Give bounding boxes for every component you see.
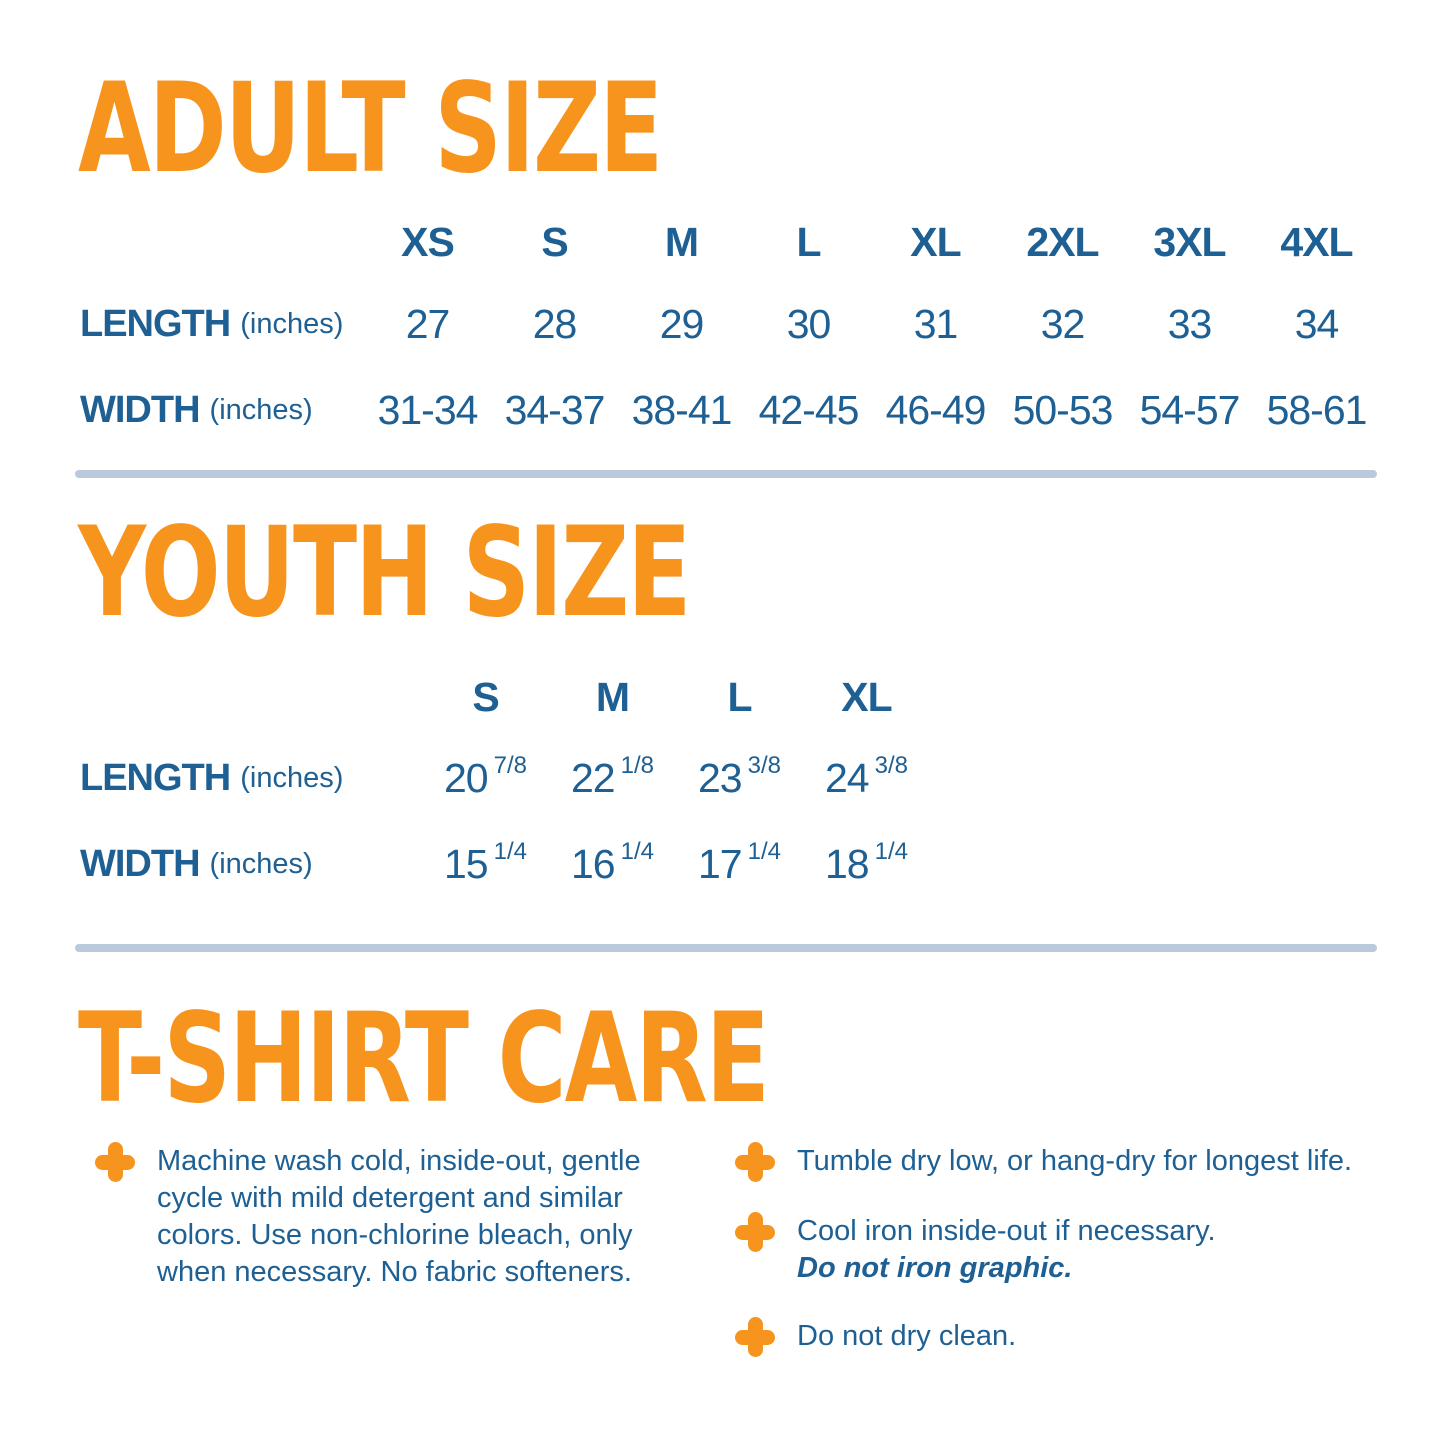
value-whole: 17 — [698, 841, 742, 887]
plus-icon — [95, 1142, 135, 1182]
care-line: Tumble dry low, or hang-dry for longest life. — [797, 1145, 1353, 1177]
row-label — [80, 822, 422, 907]
adult-size-heading: ADULT SIZE — [78, 57, 662, 202]
size-value-cell: 50-53 — [1012, 386, 1113, 433]
care-item-text — [797, 1142, 1352, 1180]
row-label-text: WIDTH — [80, 388, 200, 431]
youth-size-table — [80, 660, 930, 907]
size-value-cell: 42-45 — [758, 386, 859, 433]
value-fraction: 1/8 — [620, 751, 654, 779]
size-column-header: M — [664, 219, 699, 265]
size-value-cell — [422, 735, 549, 822]
care-item — [735, 1212, 1390, 1287]
size-column-header: S — [541, 219, 568, 265]
care-line: Do not iron graphic. — [797, 1252, 1073, 1284]
size-value-cell: 29 — [659, 300, 704, 347]
value-fraction: 7/8 — [493, 751, 527, 779]
size-value-cell — [803, 822, 930, 907]
row-unit-text: (inches) — [209, 848, 313, 880]
row-label — [80, 280, 364, 368]
care-section — [95, 1142, 1390, 1387]
care-item — [95, 1142, 735, 1291]
care-line: Cool iron inside-out if necessary. — [797, 1215, 1216, 1247]
care-line: Machine wash cold, inside-out, gentle cycle with mild detergent and similar colors. Use non-chlorine bleach, only when necessary. No fabric softeners. — [157, 1145, 641, 1288]
value-whole: 24 — [825, 755, 869, 801]
value-fraction: 1/4 — [874, 837, 908, 865]
care-column-right — [735, 1142, 1390, 1387]
care-item-text — [797, 1212, 1216, 1287]
care-heading: T-SHIRT CARE — [78, 987, 768, 1132]
row-label-text: WIDTH — [80, 843, 200, 885]
size-column-header: L — [727, 674, 752, 720]
table-corner-cell — [80, 205, 364, 280]
size-value-cell — [549, 735, 676, 822]
size-column-header: M — [595, 674, 630, 720]
size-value-cell: 33 — [1167, 300, 1212, 347]
care-item — [735, 1317, 1390, 1357]
size-value-cell: 58-61 — [1266, 386, 1367, 433]
size-value-cell: 38-41 — [631, 386, 732, 433]
plus-icon — [735, 1317, 775, 1357]
size-value-cell — [676, 735, 803, 822]
plus-icon — [735, 1142, 775, 1182]
row-unit-text: (inches) — [209, 393, 313, 426]
care-item-text — [797, 1317, 1016, 1355]
size-column-header: XL — [841, 674, 892, 720]
size-value-cell: 34 — [1294, 300, 1339, 347]
size-value-cell: 34-37 — [504, 386, 605, 433]
row-label-text: LENGTH — [80, 757, 231, 799]
size-column-header: 3XL — [1153, 219, 1226, 265]
value-whole: 18 — [825, 841, 869, 887]
row-unit-text: (inches) — [240, 762, 344, 794]
row-label-text: LENGTH — [80, 302, 231, 345]
size-value-cell — [803, 735, 930, 822]
table-corner-cell — [80, 660, 422, 735]
size-value-cell: 31 — [913, 300, 958, 347]
value-fraction: 3/8 — [874, 751, 908, 779]
value-whole: 20 — [444, 755, 488, 801]
value-fraction: 3/8 — [747, 751, 781, 779]
value-fraction: 1/4 — [620, 837, 654, 865]
section-divider — [75, 470, 1377, 478]
size-column-header: XL — [910, 219, 961, 265]
size-value-cell: 28 — [532, 300, 577, 347]
size-value-cell: 32 — [1040, 300, 1085, 347]
youth-size-heading: YOUTH SIZE — [78, 501, 690, 646]
row-label — [80, 368, 364, 452]
row-unit-text: (inches) — [240, 307, 344, 340]
care-item — [735, 1142, 1390, 1182]
value-whole: 23 — [698, 755, 742, 801]
value-whole: 22 — [571, 755, 615, 801]
size-column-header: 2XL — [1026, 219, 1099, 265]
care-item-text — [157, 1142, 667, 1291]
size-value-cell: 31-34 — [377, 386, 478, 433]
size-value-cell — [422, 822, 549, 907]
row-label — [80, 735, 422, 822]
size-value-cell: 46-49 — [885, 386, 986, 433]
size-column-header: S — [472, 674, 499, 720]
care-line: Do not dry clean. — [797, 1320, 1017, 1352]
value-whole: 15 — [444, 841, 488, 887]
size-column-header: 4XL — [1280, 219, 1353, 265]
size-value-cell — [549, 822, 676, 907]
size-value-cell: 30 — [786, 300, 831, 347]
adult-size-table — [80, 205, 1380, 452]
value-fraction: 1/4 — [747, 837, 781, 865]
section-divider — [75, 944, 1377, 952]
size-value-cell: 54-57 — [1139, 386, 1240, 433]
size-column-header: L — [796, 219, 821, 265]
size-column-header: XS — [401, 219, 454, 265]
value-whole: 16 — [571, 841, 615, 887]
value-fraction: 1/4 — [493, 837, 527, 865]
care-column-left — [95, 1142, 735, 1387]
size-value-cell: 27 — [405, 300, 450, 347]
size-value-cell — [676, 822, 803, 907]
plus-icon — [735, 1212, 775, 1252]
